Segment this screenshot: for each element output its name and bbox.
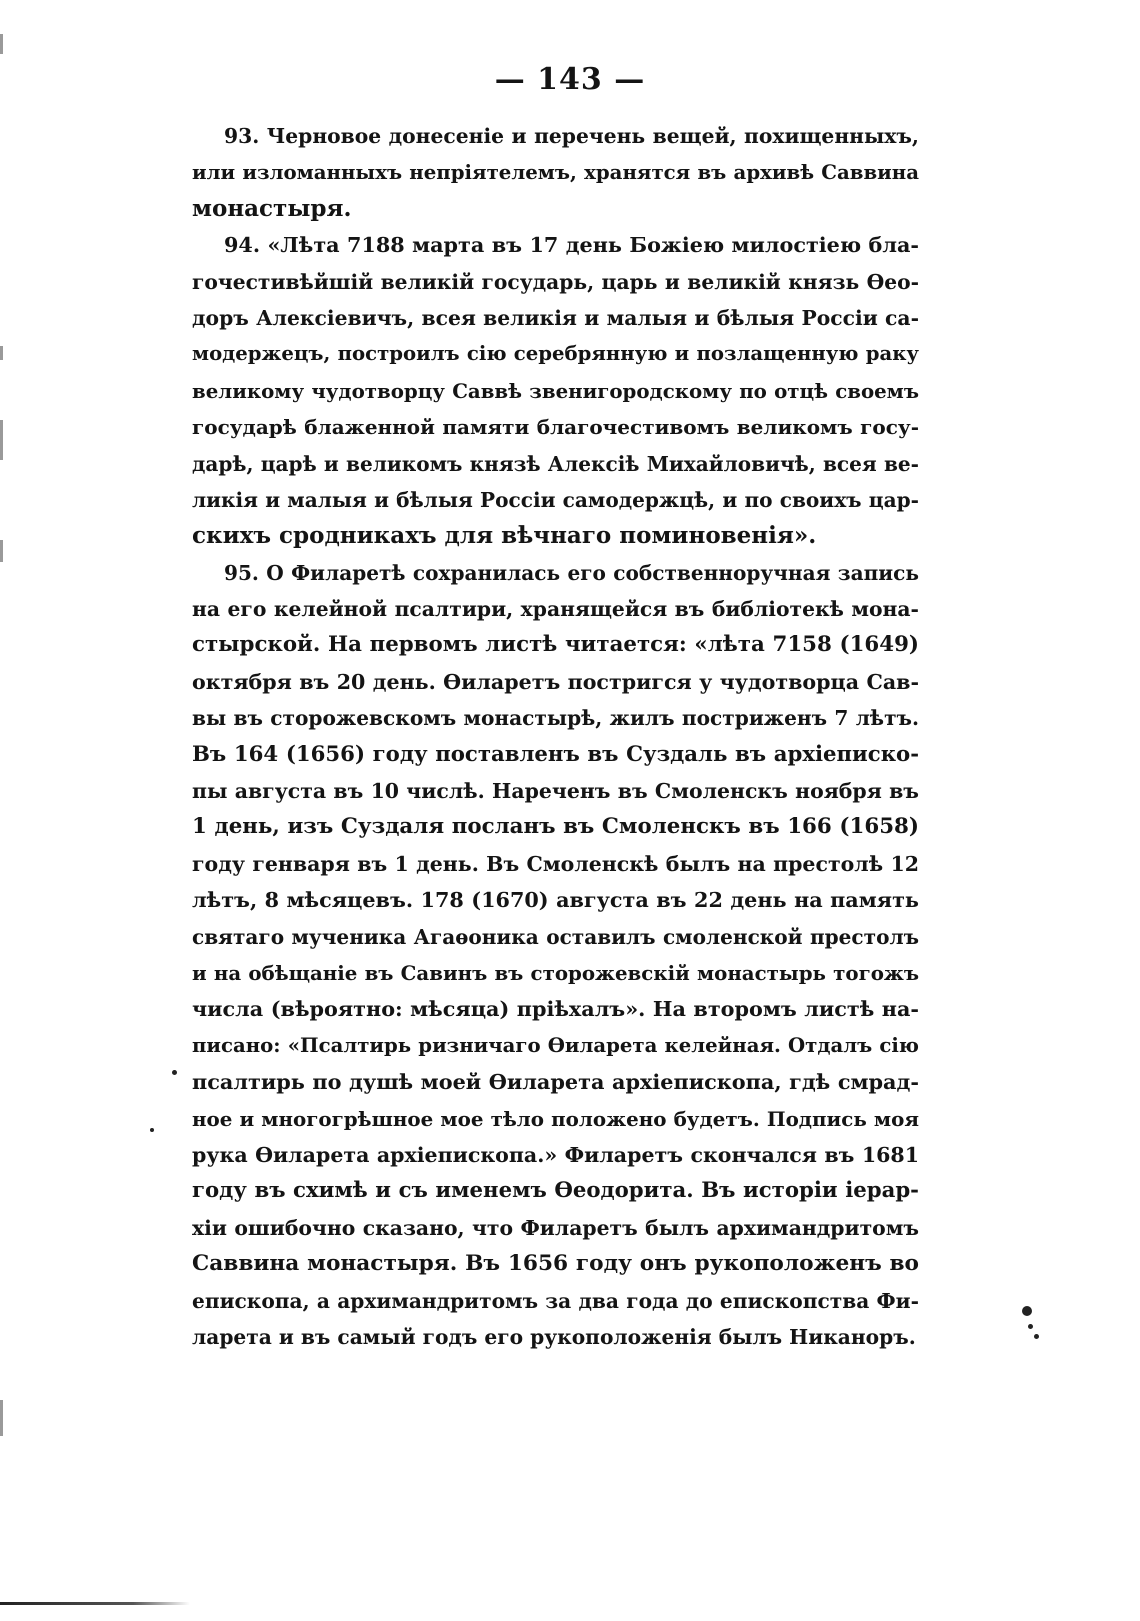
scan-edge-mark <box>0 540 3 562</box>
paragraph-93 <box>192 118 919 227</box>
text-line: пы августа въ 10 числѣ. Нареченъ въ Смоленскъ ноября въ <box>192 779 919 804</box>
text-line: хіи ошибочно сказано, что Филаретъ былъ архимандритомъ <box>192 1215 919 1240</box>
text-line: или изломанныхъ непріятелемъ, хранятся въ архивѣ Саввина <box>192 160 919 185</box>
text-line: году генваря въ 1 день. Въ Смоленскѣ былъ на престолѣ 12 <box>192 851 919 876</box>
body-text <box>192 118 919 1355</box>
text-line: Въ 164 (1656) году поставленъ въ Суздаль въ архіеписко- <box>192 741 919 767</box>
text-line: 95. О Филаретѣ сохранилась его собственноручная запись <box>224 560 919 585</box>
page-number: — 143 — <box>494 62 646 97</box>
text-line: году въ схимѣ и съ именемъ Ѳеодорита. Въ исторіи іерар- <box>192 1178 919 1204</box>
text-line: рука Ѳиларета архіепископа.» Филаретъ скончался въ 1681 <box>192 1142 919 1167</box>
text-line: святаго мученика Агаѳоника оставилъ смоленской престолъ <box>192 924 919 949</box>
scan-edge-mark <box>0 34 3 54</box>
text-line: 1 день, изъ Суздаля посланъ въ Смоленскъ въ 166 (1658) <box>192 814 919 840</box>
text-line: модержецъ, построилъ сію серебрянную и позлащенную раку <box>192 342 919 366</box>
scan-edge-mark <box>0 420 3 460</box>
text-line: монастыря. <box>192 194 352 222</box>
text-line: 93. Черновое донесеніе и перечень вещей, похищенныхъ, <box>224 124 919 148</box>
text-line: 94. «Лѣта 7188 марта въ 17 день Божіею милостіею бла- <box>224 233 919 258</box>
ink-speck <box>1028 1324 1033 1329</box>
scan-bottom-edge <box>0 1602 190 1605</box>
text-line: псалтирь по душѣ моей Ѳиларета архіепископа, гдѣ смрад- <box>192 1069 919 1095</box>
text-line: великому чудотворцу Саввѣ звенигородскому по отцѣ своемъ <box>192 378 919 403</box>
text-line: государѣ блаженной памяти благочестивомъ великомъ госу- <box>192 415 919 440</box>
ink-speck <box>1022 1306 1032 1316</box>
ink-speck <box>1034 1334 1039 1339</box>
text-line: и на обѣщаніе въ Савинъ въ сторожевскій монастырь тогожъ <box>192 960 919 985</box>
text-line: Саввина монастыря. Въ 1656 году онъ рукоположенъ во <box>192 1251 919 1277</box>
text-line: доръ Алексіевичъ, всея великія и малыя и бѣлыя Россіи са- <box>192 305 919 330</box>
text-line: числа (вѣроятно: мѣсяца) пріѣхалъ». На второмъ листѣ на- <box>192 997 919 1022</box>
text-line: стырской. На первомъ листѣ читается: «лѣта 7158 (1649) <box>192 632 919 658</box>
ink-speck <box>150 1128 154 1132</box>
text-line: дарѣ, царѣ и великомъ князѣ Алексіѣ Михайловичѣ, всея ве- <box>192 451 919 476</box>
paragraph-94 <box>192 227 919 555</box>
paragraph-95 <box>192 555 919 1356</box>
text-line: писано: «Псалтирь ризничаго Ѳиларета келейная. Отдалъ сію <box>192 1033 919 1057</box>
text-line: ное и многогрѣшное мое тѣло положено будетъ. Подпись моя <box>192 1106 919 1131</box>
ink-speck <box>172 1070 177 1075</box>
text-line: вы въ сторожевскомъ монастырѣ, жилъ постриженъ 7 лѣтъ. <box>192 706 919 731</box>
scan-edge-mark <box>0 346 3 360</box>
scan-edge-mark <box>0 1400 3 1436</box>
text-line: октября въ 20 день. Ѳиларетъ постригся у чудотворца Сав- <box>192 669 919 694</box>
text-line: гочестивѣйшій великій государь, царь и великій князь Ѳео- <box>192 269 919 294</box>
text-line: ликія и малыя и бѣлыя Россіи самодержцѣ, и по своихъ цар- <box>192 487 919 512</box>
text-line: лѣтъ, 8 мѣсяцевъ. 178 (1670) августа въ 22 день на память <box>192 888 919 913</box>
text-line: скихъ сродникахъ для вѣчнаго поминовенія». <box>192 522 817 550</box>
text-line: епископа, а архимандритомъ за два года до епископства Фи- <box>192 1288 919 1313</box>
text-line: на его келейной псалтири, хранящейся въ библіотекѣ мона- <box>192 597 919 622</box>
text-line: ларета и въ самый годъ его рукоположенія былъ Никаноръ. <box>192 1324 916 1349</box>
